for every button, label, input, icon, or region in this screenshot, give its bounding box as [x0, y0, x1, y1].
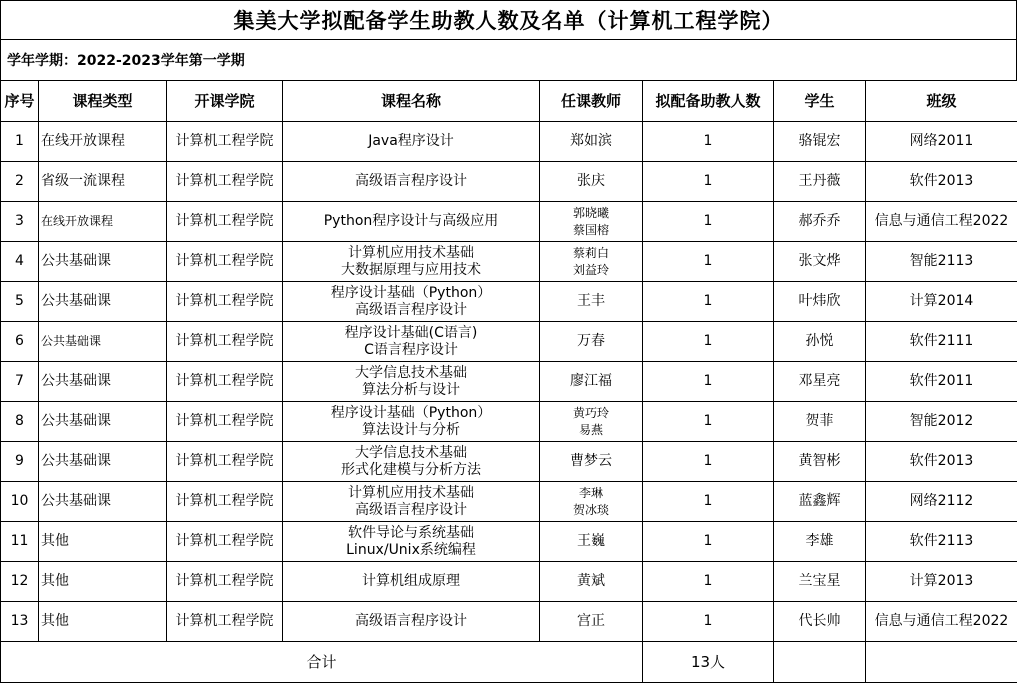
cell-no — [1, 482, 39, 522]
cell-student — [774, 562, 866, 602]
cell-no — [1, 562, 39, 602]
cell-no-line: 11 — [1, 533, 38, 550]
cell-teacher-line: 郑如滨 — [540, 133, 642, 150]
cell-class — [866, 282, 1017, 322]
cell-course-type — [39, 162, 167, 202]
cell-class-line: 网络2011 — [866, 133, 1017, 150]
table-row — [1, 522, 1017, 562]
cell-course-name-line: Python程序设计与高级应用 — [283, 213, 539, 230]
cell-student — [774, 162, 866, 202]
cell-course-type — [39, 442, 167, 482]
cell-no — [1, 202, 39, 242]
table-row — [1, 242, 1017, 282]
cell-college — [167, 602, 283, 642]
table-header-row — [1, 81, 1017, 122]
cell-assistant-count — [643, 362, 774, 402]
cell-student-line: 蓝鑫辉 — [774, 493, 865, 510]
cell-student-line: 贺菲 — [774, 413, 865, 430]
cell-course-name-line: 程序设计基础(C语言) — [283, 325, 539, 342]
cell-assistant-count — [643, 562, 774, 602]
cell-course-name-line: C语言程序设计 — [283, 342, 539, 359]
cell-class — [866, 122, 1017, 162]
header-course-type: 课程类型 — [39, 81, 167, 122]
table-row — [1, 282, 1017, 322]
cell-teacher-line: 廖江福 — [540, 373, 642, 390]
cell-course-type-line: 公共基础课 — [41, 333, 166, 350]
cell-course-type-line: 其他 — [41, 533, 166, 550]
cell-class — [866, 322, 1017, 362]
cell-course-name — [283, 322, 540, 362]
cell-teacher — [540, 522, 643, 562]
header-class: 班级 — [866, 81, 1017, 122]
cell-college-line: 计算机工程学院 — [167, 453, 282, 470]
cell-teacher-line: 黄斌 — [540, 573, 642, 590]
cell-teacher-line: 贺冰琰 — [540, 502, 642, 519]
cell-teacher-line: 王丰 — [540, 293, 642, 310]
cell-teacher — [540, 162, 643, 202]
cell-course-name-line: 高级语言程序设计 — [283, 302, 539, 319]
cell-course-name — [283, 402, 540, 442]
cell-college-line: 计算机工程学院 — [167, 213, 282, 230]
cell-college-line: 计算机工程学院 — [167, 173, 282, 190]
cell-course-type-line: 其他 — [41, 573, 166, 590]
cell-course-name-line: 计算机应用技术基础 — [283, 485, 539, 502]
header-student: 学生 — [774, 81, 866, 122]
cell-teacher — [540, 322, 643, 362]
cell-class-line: 软件2013 — [866, 453, 1017, 470]
table-row — [1, 562, 1017, 602]
cell-student — [774, 362, 866, 402]
cell-assistant-count — [643, 162, 774, 202]
cell-no-line: 9 — [1, 453, 38, 470]
cell-student-line: 兰宝星 — [774, 573, 865, 590]
cell-course-name — [283, 202, 540, 242]
cell-assistant-count — [643, 522, 774, 562]
cell-college-line: 计算机工程学院 — [167, 493, 282, 510]
cell-class — [866, 442, 1017, 482]
cell-course-name-line: 大学信息技术基础 — [283, 445, 539, 462]
cell-teacher-line: 郭晓曦 — [540, 205, 642, 222]
cell-course-type — [39, 562, 167, 602]
cell-course-type-line: 公共基础课 — [41, 413, 166, 430]
cell-assistant-count-line: 1 — [643, 133, 773, 150]
cell-course-name-line: 计算机组成原理 — [283, 573, 539, 590]
cell-teacher — [540, 282, 643, 322]
cell-course-type — [39, 202, 167, 242]
cell-course-name-line: 大学信息技术基础 — [283, 365, 539, 382]
cell-student — [774, 282, 866, 322]
cell-teacher-line: 王巍 — [540, 533, 642, 550]
cell-teacher — [540, 242, 643, 282]
cell-assistant-count — [643, 442, 774, 482]
cell-class-line: 网络2112 — [866, 493, 1017, 510]
cell-college — [167, 362, 283, 402]
cell-college — [167, 162, 283, 202]
cell-course-name — [283, 522, 540, 562]
cell-course-name-line: 计算机应用技术基础 — [283, 245, 539, 262]
table-row — [1, 602, 1017, 642]
cell-teacher-line: 黄巧玲 — [540, 405, 642, 422]
cell-no-line: 3 — [1, 213, 38, 230]
cell-assistant-count-line: 1 — [643, 213, 773, 230]
cell-assistant-count — [643, 322, 774, 362]
cell-college-line: 计算机工程学院 — [167, 293, 282, 310]
cell-student — [774, 482, 866, 522]
cell-course-name — [283, 442, 540, 482]
cell-college — [167, 402, 283, 442]
cell-course-type — [39, 282, 167, 322]
cell-college — [167, 522, 283, 562]
cell-assistant-count-line: 1 — [643, 533, 773, 550]
cell-college-line: 计算机工程学院 — [167, 413, 282, 430]
cell-class — [866, 562, 1017, 602]
total-empty-class — [866, 642, 1017, 683]
header-no: 序号 — [1, 81, 39, 122]
cell-class — [866, 402, 1017, 442]
table-row — [1, 362, 1017, 402]
cell-teacher-line: 万春 — [540, 333, 642, 350]
cell-no — [1, 522, 39, 562]
cell-college-line: 计算机工程学院 — [167, 533, 282, 550]
cell-class-line: 软件2113 — [866, 533, 1017, 550]
cell-course-type — [39, 242, 167, 282]
cell-college — [167, 122, 283, 162]
cell-course-type — [39, 602, 167, 642]
total-label: 合计 — [1, 642, 643, 683]
cell-no — [1, 162, 39, 202]
cell-student-line: 张文烨 — [774, 253, 865, 270]
cell-class-line: 计算2013 — [866, 573, 1017, 590]
cell-assistant-count — [643, 282, 774, 322]
table-row — [1, 482, 1017, 522]
cell-teacher-line: 张庆 — [540, 173, 642, 190]
cell-college-line: 计算机工程学院 — [167, 573, 282, 590]
cell-class — [866, 242, 1017, 282]
cell-no-line: 6 — [1, 333, 38, 350]
cell-class-line: 智能2012 — [866, 413, 1017, 430]
cell-student — [774, 122, 866, 162]
cell-course-type-line: 公共基础课 — [41, 453, 166, 470]
cell-teacher — [540, 402, 643, 442]
cell-student-line: 王丹薇 — [774, 173, 865, 190]
cell-course-name-line: 大数据原理与应用技术 — [283, 262, 539, 279]
cell-teacher-line: 蔡国榕 — [540, 222, 642, 239]
total-empty-student — [774, 642, 866, 683]
cell-no-line: 8 — [1, 413, 38, 430]
cell-no — [1, 442, 39, 482]
cell-college-line: 计算机工程学院 — [167, 133, 282, 150]
cell-college — [167, 242, 283, 282]
cell-no-line: 12 — [1, 573, 38, 590]
cell-no — [1, 282, 39, 322]
cell-class — [866, 202, 1017, 242]
cell-course-type-line: 公共基础课 — [41, 493, 166, 510]
cell-assistant-count-line: 1 — [643, 613, 773, 630]
cell-student-line: 李雄 — [774, 533, 865, 550]
cell-course-name-line: 形式化建模与分析方法 — [283, 462, 539, 479]
cell-teacher — [540, 482, 643, 522]
table-row — [1, 162, 1017, 202]
cell-course-name-line: 软件导论与系统基础 — [283, 525, 539, 542]
cell-teacher-line: 曹梦云 — [540, 453, 642, 470]
cell-course-name — [283, 282, 540, 322]
cell-teacher-line: 宫正 — [540, 613, 642, 630]
cell-student — [774, 242, 866, 282]
cell-teacher — [540, 362, 643, 402]
cell-no — [1, 602, 39, 642]
cell-course-type — [39, 402, 167, 442]
cell-college — [167, 202, 283, 242]
cell-student-line: 代长帅 — [774, 613, 865, 630]
cell-class-line: 计算2014 — [866, 293, 1017, 310]
cell-student — [774, 402, 866, 442]
cell-course-type-line: 在线开放课程 — [41, 133, 166, 150]
cell-teacher-line: 易燕 — [540, 422, 642, 439]
cell-no-line: 7 — [1, 373, 38, 390]
cell-assistant-count — [643, 482, 774, 522]
cell-teacher — [540, 442, 643, 482]
cell-class — [866, 522, 1017, 562]
cell-class-line: 软件2013 — [866, 173, 1017, 190]
total-row — [1, 642, 1017, 683]
cell-course-type-line: 公共基础课 — [41, 373, 166, 390]
cell-assistant-count — [643, 202, 774, 242]
cell-student — [774, 442, 866, 482]
cell-assistant-count-line: 1 — [643, 333, 773, 350]
cell-student — [774, 202, 866, 242]
cell-assistant-count — [643, 122, 774, 162]
document-title: 集美大学拟配备学生助教人数及名单（计算机工程学院） — [0, 0, 1017, 40]
cell-course-name — [283, 362, 540, 402]
cell-class-line: 软件2111 — [866, 333, 1017, 350]
table-row — [1, 202, 1017, 242]
table-row — [1, 442, 1017, 482]
cell-student-line: 黄智彬 — [774, 453, 865, 470]
cell-college — [167, 442, 283, 482]
cell-course-name — [283, 242, 540, 282]
cell-student-line: 骆锟宏 — [774, 133, 865, 150]
cell-no-line: 5 — [1, 293, 38, 310]
cell-course-name-line: 高级语言程序设计 — [283, 173, 539, 190]
header-teacher: 任课教师 — [540, 81, 643, 122]
cell-class-line: 软件2011 — [866, 373, 1017, 390]
cell-course-name-line: 算法设计与分析 — [283, 422, 539, 439]
cell-no-line: 4 — [1, 253, 38, 270]
cell-course-type — [39, 482, 167, 522]
total-value: 13人 — [643, 642, 774, 683]
cell-no — [1, 402, 39, 442]
table-row — [1, 402, 1017, 442]
cell-course-name — [283, 482, 540, 522]
cell-course-name-line: 高级语言程序设计 — [283, 502, 539, 519]
cell-assistant-count-line: 1 — [643, 173, 773, 190]
cell-course-name — [283, 562, 540, 602]
cell-assistant-count — [643, 602, 774, 642]
cell-course-name-line: 程序设计基础（Python） — [283, 285, 539, 302]
cell-teacher-line: 李琳 — [540, 485, 642, 502]
cell-no — [1, 122, 39, 162]
cell-student-line: 邓星亮 — [774, 373, 865, 390]
cell-course-name-line: Java程序设计 — [283, 133, 539, 150]
cell-no-line: 1 — [1, 133, 38, 150]
cell-no-line: 2 — [1, 173, 38, 190]
cell-course-name — [283, 162, 540, 202]
cell-class-line: 信息与通信工程2022 — [866, 613, 1017, 630]
cell-class-line: 智能2113 — [866, 253, 1017, 270]
cell-assistant-count-line: 1 — [643, 453, 773, 470]
cell-course-type-line: 公共基础课 — [41, 253, 166, 270]
header-college: 开课学院 — [167, 81, 283, 122]
cell-assistant-count-line: 1 — [643, 413, 773, 430]
cell-college — [167, 562, 283, 602]
cell-assistant-count-line: 1 — [643, 573, 773, 590]
cell-assistant-count — [643, 402, 774, 442]
cell-no-line: 13 — [1, 613, 38, 630]
cell-course-type-line: 省级一流课程 — [41, 173, 166, 190]
cell-assistant-count — [643, 242, 774, 282]
cell-class — [866, 602, 1017, 642]
cell-student — [774, 522, 866, 562]
cell-college — [167, 322, 283, 362]
cell-course-type-line: 其他 — [41, 613, 166, 630]
cell-college-line: 计算机工程学院 — [167, 333, 282, 350]
table-row — [1, 322, 1017, 362]
cell-class — [866, 482, 1017, 522]
cell-assistant-count-line: 1 — [643, 253, 773, 270]
cell-class — [866, 362, 1017, 402]
cell-teacher — [540, 562, 643, 602]
cell-teacher-line: 蔡莉白 — [540, 245, 642, 262]
cell-college-line: 计算机工程学院 — [167, 253, 282, 270]
cell-assistant-count-line: 1 — [643, 493, 773, 510]
cell-no — [1, 322, 39, 362]
cell-course-type-line: 公共基础课 — [41, 293, 166, 310]
cell-college-line: 计算机工程学院 — [167, 613, 282, 630]
cell-teacher — [540, 202, 643, 242]
cell-student — [774, 322, 866, 362]
cell-course-type — [39, 362, 167, 402]
cell-no — [1, 362, 39, 402]
cell-college — [167, 482, 283, 522]
assistant-table — [0, 80, 1017, 683]
cell-course-name-line: Linux/Unix系统编程 — [283, 542, 539, 559]
cell-college — [167, 282, 283, 322]
cell-student-line: 孙悦 — [774, 333, 865, 350]
cell-course-name-line: 高级语言程序设计 — [283, 613, 539, 630]
semester-label: 学年学期：2022-2023学年第一学期 — [0, 40, 1017, 80]
cell-course-type — [39, 122, 167, 162]
cell-class-line: 信息与通信工程2022 — [866, 213, 1017, 230]
cell-teacher — [540, 122, 643, 162]
cell-assistant-count-line: 1 — [643, 373, 773, 390]
cell-no — [1, 242, 39, 282]
cell-course-name-line: 程序设计基础（Python） — [283, 405, 539, 422]
header-assistant-count: 拟配备助教人数 — [643, 81, 774, 122]
cell-teacher — [540, 602, 643, 642]
cell-student — [774, 602, 866, 642]
cell-no-line: 10 — [1, 493, 38, 510]
cell-course-name — [283, 122, 540, 162]
cell-course-name-line: 算法分析与设计 — [283, 382, 539, 399]
cell-course-type-line: 在线开放课程 — [41, 213, 166, 230]
cell-course-type — [39, 522, 167, 562]
cell-student-line: 郝乔乔 — [774, 213, 865, 230]
cell-student-line: 叶炜欣 — [774, 293, 865, 310]
header-course-name: 课程名称 — [283, 81, 540, 122]
cell-assistant-count-line: 1 — [643, 293, 773, 310]
cell-course-type — [39, 322, 167, 362]
cell-course-name — [283, 602, 540, 642]
cell-class — [866, 162, 1017, 202]
table-row — [1, 122, 1017, 162]
cell-college-line: 计算机工程学院 — [167, 373, 282, 390]
cell-teacher-line: 刘益玲 — [540, 262, 642, 279]
